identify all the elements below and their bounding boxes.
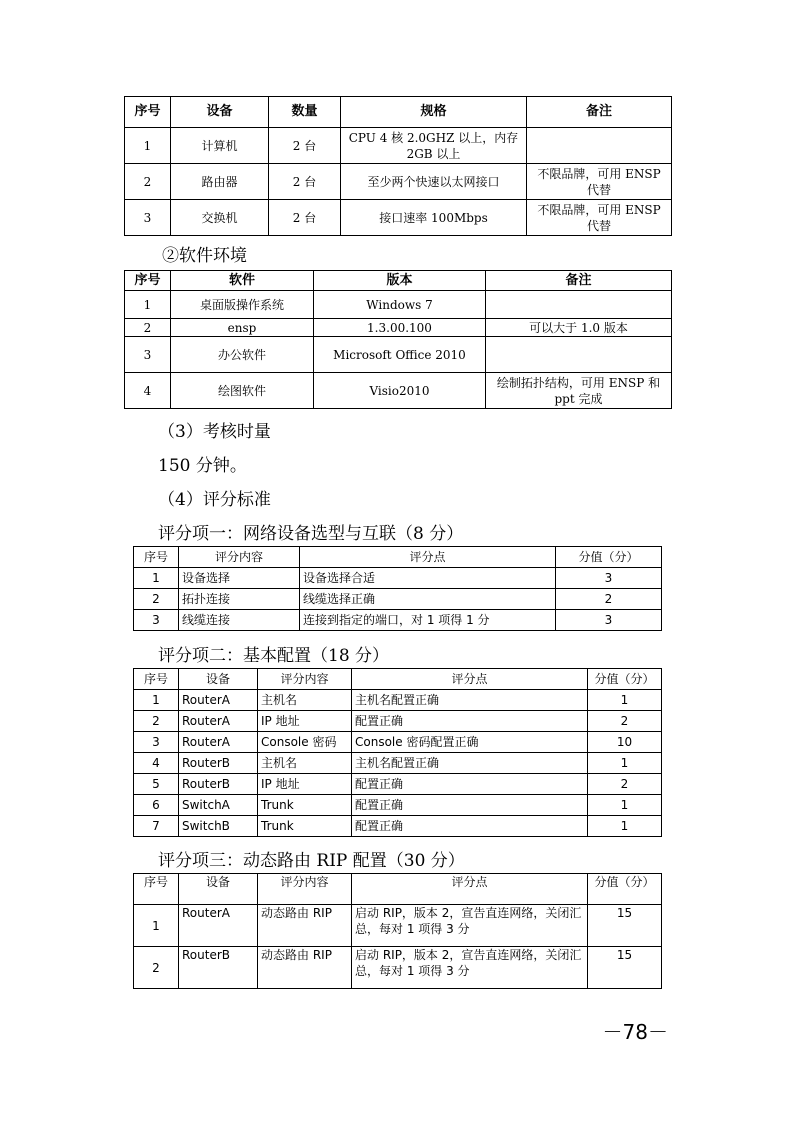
table-cell: Windows 7 (314, 291, 486, 319)
table-cell: 1.3.00.100 (314, 319, 486, 337)
table-cell: 3 (125, 200, 171, 236)
table-cell: 1 (588, 753, 662, 774)
software-heading: ②软件环境 (162, 246, 247, 266)
table-cell: Trunk (258, 795, 352, 816)
table-cell: 3 (556, 610, 662, 631)
table-cell: 1 (134, 568, 179, 589)
scoring-heading: （4）评分标准 (158, 490, 271, 510)
table-cell: 3 (134, 610, 179, 631)
table-cell: 不限品牌，可用 ENSP 代替 (527, 200, 672, 236)
table-cell: 接口速率 100Mbps (341, 200, 527, 236)
table-cell: IP 地址 (258, 774, 352, 795)
table-cell: 主机名配置正确 (352, 690, 588, 711)
header-cell: 设备 (179, 874, 258, 905)
item2-heading: 评分项二：基本配置（18 分） (158, 646, 390, 666)
header-cell: 版本 (314, 271, 486, 291)
table-cell: 绘图软件 (171, 373, 314, 409)
table-cell: 主机名 (258, 690, 352, 711)
table-cell: IP 地址 (258, 711, 352, 732)
header-cell: 评分内容 (258, 874, 352, 905)
table-cell: 桌面版操作系统 (171, 291, 314, 319)
table-cell: 可以大于 1.0 版本 (486, 319, 672, 337)
table-cell: RouterB (179, 753, 258, 774)
exam-time-heading: （3）考核时量 (158, 422, 271, 442)
hardware-table (124, 96, 672, 236)
table-cell: Microsoft Office 2010 (314, 337, 486, 373)
table-cell: 配置正确 (352, 711, 588, 732)
header-cell: 数量 (269, 97, 341, 128)
table-cell: 计算机 (171, 128, 269, 164)
table-cell: 交换机 (171, 200, 269, 236)
table-row (134, 711, 662, 732)
table-cell: 2 台 (269, 164, 341, 200)
table-cell: 10 (588, 732, 662, 753)
table-row (125, 128, 672, 164)
table-row (134, 947, 662, 989)
table-row (134, 905, 662, 947)
header-cell: 软件 (171, 271, 314, 291)
table-cell: 设备选择合适 (300, 568, 556, 589)
table-cell: 线缆连接 (179, 610, 300, 631)
table-cell: 2 (125, 319, 171, 337)
header-cell: 评分点 (352, 669, 588, 690)
table-cell: 不限品牌，可用 ENSP 代替 (527, 164, 672, 200)
table-cell: 主机名 (258, 753, 352, 774)
table-cell: 3 (134, 732, 179, 753)
table-cell: 2 (588, 711, 662, 732)
table-row (125, 200, 672, 236)
table-cell: 2 (134, 947, 179, 989)
table-header-row (134, 669, 662, 690)
table-cell: 1 (125, 128, 171, 164)
table-row (134, 795, 662, 816)
table-cell: 3 (556, 568, 662, 589)
header-cell: 评分点 (352, 874, 588, 905)
page-number: －78－ (602, 1020, 668, 1044)
table-row (134, 774, 662, 795)
table-cell (486, 291, 672, 319)
header-cell: 备注 (486, 271, 672, 291)
table-row (125, 319, 672, 337)
table-cell: 1 (134, 690, 179, 711)
table-cell: RouterA (179, 711, 258, 732)
header-cell: 分值（分） (588, 669, 662, 690)
table-row (134, 816, 662, 837)
table-header-row (125, 97, 672, 128)
table-cell: Console 密码 (258, 732, 352, 753)
table-cell: 4 (134, 753, 179, 774)
table-cell: Trunk (258, 816, 352, 837)
software-table (124, 270, 672, 409)
item3-heading: 评分项三：动态路由 RIP 配置（30 分） (158, 851, 465, 871)
table-cell: 1 (125, 291, 171, 319)
table-cell (486, 337, 672, 373)
header-cell: 设备 (179, 669, 258, 690)
table-cell: 2 台 (269, 200, 341, 236)
item1-table (133, 546, 662, 631)
table-cell: 15 (588, 947, 662, 989)
table-cell: 办公软件 (171, 337, 314, 373)
exam-time-value: 150 分钟。 (158, 456, 247, 476)
table-cell: 2 (588, 774, 662, 795)
table-row (134, 732, 662, 753)
table-row (134, 690, 662, 711)
table-cell: 配置正确 (352, 816, 588, 837)
table-cell: RouterB (179, 774, 258, 795)
table-cell: 6 (134, 795, 179, 816)
header-cell: 备注 (527, 97, 672, 128)
table-cell: 2 台 (269, 128, 341, 164)
table-cell: 4 (125, 373, 171, 409)
header-cell: 分值（分） (588, 874, 662, 905)
table-cell: 连接到指定的端口，对 1 项得 1 分 (300, 610, 556, 631)
header-cell: 设备 (171, 97, 269, 128)
header-cell: 评分内容 (258, 669, 352, 690)
table-cell: RouterA (179, 732, 258, 753)
item1-heading: 评分项一：网络设备选型与互联（8 分） (158, 524, 464, 544)
table-cell: 1 (588, 816, 662, 837)
header-cell: 评分内容 (179, 547, 300, 568)
table-cell: 线缆选择正确 (300, 589, 556, 610)
header-cell: 分值（分） (556, 547, 662, 568)
table-cell: Console 密码配置正确 (352, 732, 588, 753)
table-cell: 动态路由 RIP (258, 947, 352, 989)
header-cell: 评分点 (300, 547, 556, 568)
header-cell: 序号 (134, 669, 179, 690)
table-row (125, 164, 672, 200)
table-cell: 路由器 (171, 164, 269, 200)
table-cell: 主机名配置正确 (352, 753, 588, 774)
table-cell: 2 (125, 164, 171, 200)
table-cell: 3 (125, 337, 171, 373)
table-header-row (134, 547, 662, 568)
header-cell: 序号 (125, 97, 171, 128)
table-row (134, 568, 662, 589)
table-cell: CPU 4 核 2.0GHZ 以上，内存 2GB 以上 (341, 128, 527, 164)
table-cell: Visio2010 (314, 373, 486, 409)
table-cell: SwitchB (179, 816, 258, 837)
table-cell: SwitchA (179, 795, 258, 816)
table-cell: 1 (134, 905, 179, 947)
table-cell: 配置正确 (352, 774, 588, 795)
item3-table (133, 873, 662, 989)
table-cell: 2 (556, 589, 662, 610)
table-cell: RouterB (179, 947, 258, 989)
table-cell: 至少两个快速以太网接口 (341, 164, 527, 200)
table-cell: 2 (134, 589, 179, 610)
table-header-row (125, 271, 672, 291)
header-cell: 序号 (125, 271, 171, 291)
table-row (125, 337, 672, 373)
table-cell: 启动 RIP，版本 2，宣告直连网络，关闭汇总，每对 1 项得 3 分 (352, 947, 588, 989)
table-cell: 1 (588, 690, 662, 711)
table-cell: RouterA (179, 690, 258, 711)
table-row (125, 291, 672, 319)
header-cell: 规格 (341, 97, 527, 128)
table-cell: 15 (588, 905, 662, 947)
table-cell: 1 (588, 795, 662, 816)
table-row (134, 589, 662, 610)
item2-table (133, 668, 662, 837)
header-cell: 序号 (134, 874, 179, 905)
header-cell: 序号 (134, 547, 179, 568)
table-cell: 2 (134, 711, 179, 732)
table-cell: 拓扑连接 (179, 589, 300, 610)
table-cell: 7 (134, 816, 179, 837)
table-row (134, 753, 662, 774)
table-cell: RouterA (179, 905, 258, 947)
table-cell (527, 128, 672, 164)
table-cell: 配置正确 (352, 795, 588, 816)
table-cell: 设备选择 (179, 568, 300, 589)
table-cell: 启动 RIP，版本 2，宣告直连网络，关闭汇总，每对 1 项得 3 分 (352, 905, 588, 947)
table-cell: 动态路由 RIP (258, 905, 352, 947)
table-cell: ensp (171, 319, 314, 337)
table-cell: 5 (134, 774, 179, 795)
table-row (134, 610, 662, 631)
table-row (125, 373, 672, 409)
table-cell: 绘制拓扑结构，可用 ENSP 和 ppt 完成 (486, 373, 672, 409)
table-header-row (134, 874, 662, 905)
